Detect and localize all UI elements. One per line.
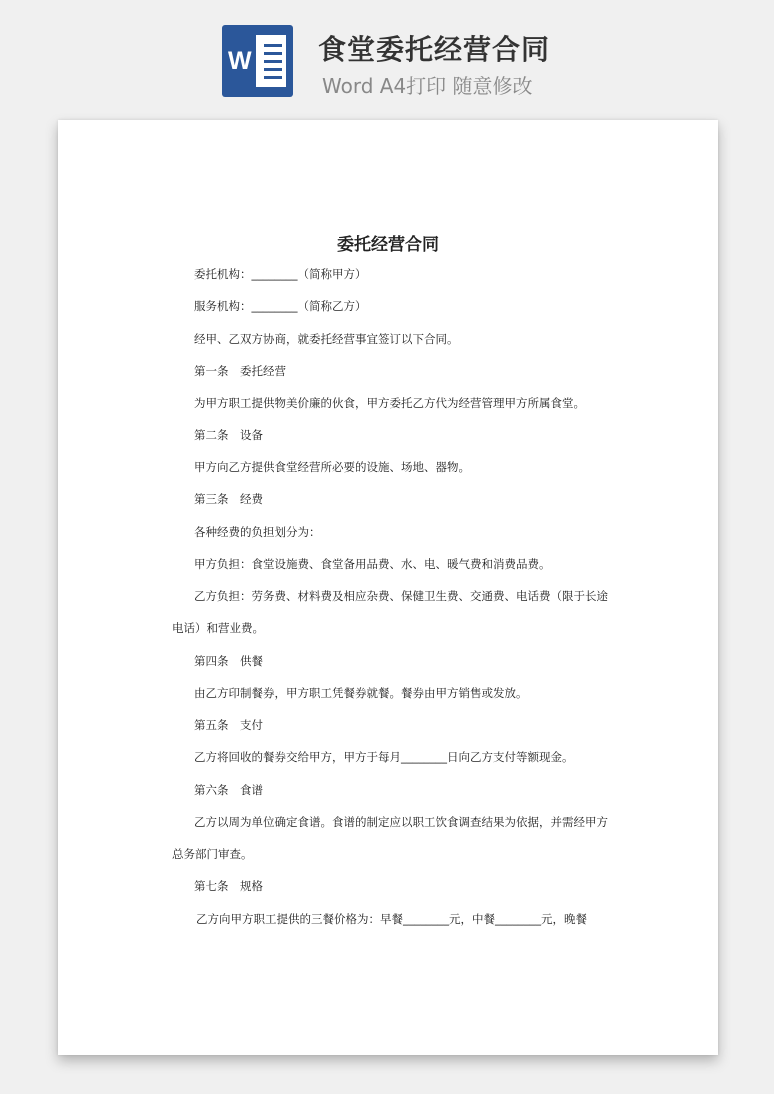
doc-paragraph: 乙方以周为单位确定食谱。食谱的制定应以职工饮食调查结果为依据，并需经甲方 [194,815,608,829]
word-icon [222,25,293,97]
doc-paragraph: 第二条 设备 [194,428,263,442]
doc-paragraph: 电话）和营业费。 [172,621,264,635]
doc-paragraph: 服务机构：________（简称乙方） [194,299,367,313]
doc-paragraph: 第四条 供餐 [194,654,263,668]
doc-paragraph: 经甲、乙双方协商，就委托经营事宜签订以下合同。 [194,332,459,346]
page-title: 食堂委托经营合同 [318,33,551,66]
doc-paragraph: 乙方将回收的餐券交给甲方，甲方于每月________日向乙方支付等额现金。 [194,750,574,764]
doc-paragraph: 总务部门审查。 [172,847,253,861]
page-subtitle: Word A4打印 随意修改 [322,74,533,98]
doc-paragraph: 各种经费的负担划分为： [194,525,321,539]
doc-paragraph: 委托机构：________（简称甲方） [194,267,367,281]
doc-paragraph: 乙方向甲方职工提供的三餐价格为：早餐________元，中餐________元，晚餐 [196,912,587,926]
doc-paragraph: 乙方负担：劳务费、材料费及相应杂费、保健卫生费、交通费、电话费（限于长途 [194,589,608,603]
document-page [58,120,718,1055]
doc-paragraph: 第一条 委托经营 [194,364,286,378]
doc-paragraph: 第五条 支付 [194,718,263,732]
doc-paragraph: 第三条 经费 [194,492,263,506]
doc-paragraph: 甲方负担：食堂设施费、食堂备用品费、水、电、暖气费和消费品费。 [194,557,551,571]
logo-letter: W [228,47,252,75]
document-title: 委托经营合同 [337,235,439,255]
doc-paragraph: 第六条 食谱 [194,783,263,797]
doc-paragraph: 第七条 规格 [194,879,263,893]
doc-paragraph: 为甲方职工提供物美价廉的伙食，甲方委托乙方代为经营管理甲方所属食堂。 [194,396,585,410]
doc-paragraph: 甲方向乙方提供食堂经营所必要的设施、场地、器物。 [194,460,470,474]
doc-paragraph: 由乙方印制餐券，甲方职工凭餐券就餐。餐券由甲方销售或发放。 [194,686,528,700]
header [0,0,774,110]
